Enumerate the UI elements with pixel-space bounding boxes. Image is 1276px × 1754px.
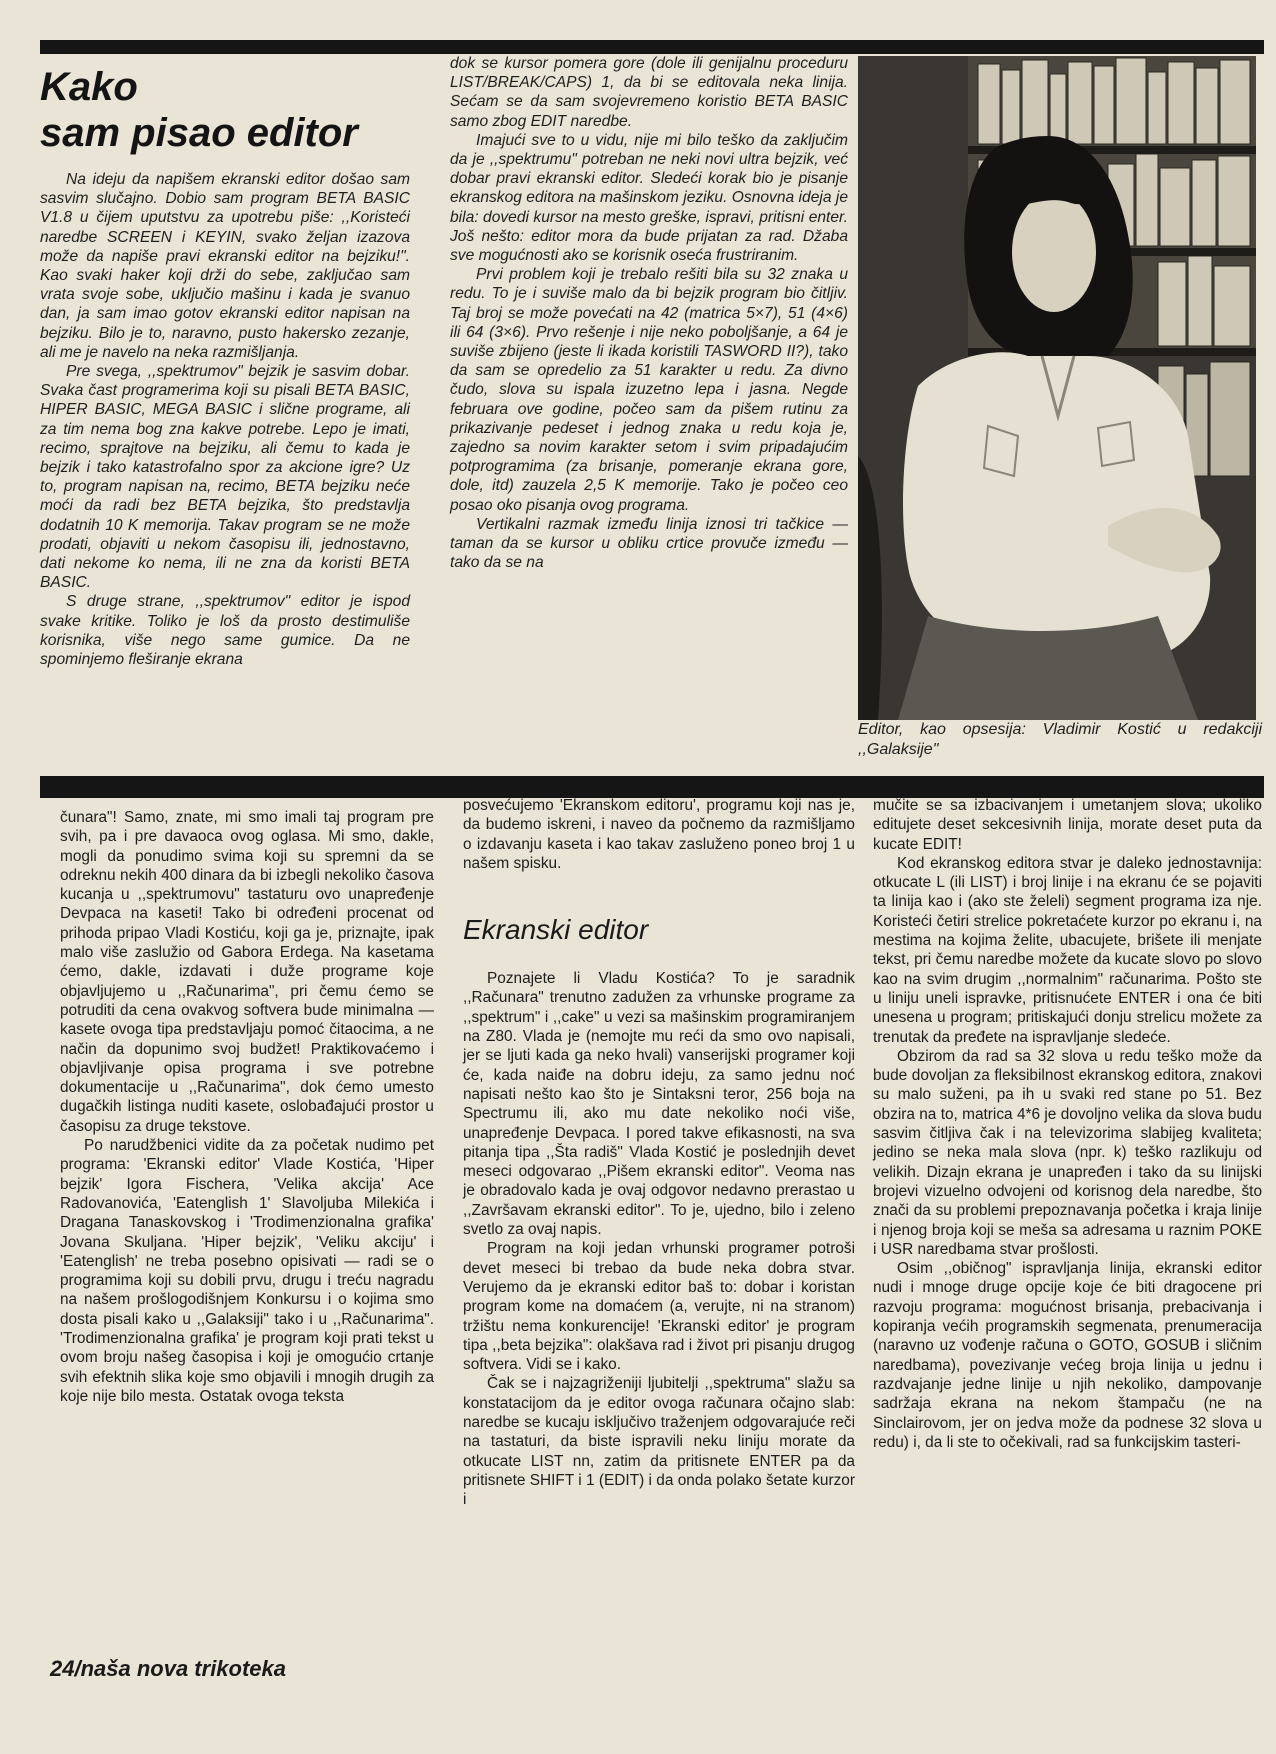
title-line-2: sam pisao editor [40, 111, 358, 155]
paragraph: mučite se sa izbacivanjem i umetanjem slova; ukoliko editujete deset sekcesivnih linija, morate deset puta da kucate EDIT! [873, 797, 1262, 853]
top-rule [40, 40, 1264, 54]
paragraph: Obzirom da rad sa 32 slova u redu teško može da bude dovoljan za fleksibilnost ekranskog editora, znakovi su malo suženi, pa ih u svaki red stane po 51. Bez obzira na to, matrica 4*6 je dovoljno velika da slova budu sasvim čitljiva čak i na televizorima slabijeg kvaliteta; jedino se neka mala slova (npr. k) teško razlikuju od velikih. Dizajn ekrana je unapređen i tako da su linijski brojevi vizuelno odvojeni od korisnog dela naredbe, što znači da su problemi prepoznavanja početka i kraja linije i njenog broja koji se meša sa adresama u raznim POKE i USR naredbama stvar prošlosti. [873, 1047, 1262, 1258]
intro-column-a [40, 170, 410, 669]
paragraph: Osim ,,običnog" ispravljanja linija, ekranski editor nudi i mnoge druge opcije koje će biti dragocene pri razvoju programa: mogućnost brisanja, prebacivanja i kopiranja većih programskih segmenata, prenumeracija (naravno uz vođenje računa o GOTO, GOSUB i sličnim naredbama), povezivanje većeg broja linija u jednu i razdvajanje jedne linije u njih nekoliko, dampovanje sadržaja ekrana na nekom štampaču (ne na Sinclairovom, jer on jedva može da podnese 32 slova u redu) i, da li ste to očekivali, rad sa funkcijskim tasteri- [873, 1260, 1262, 1451]
paragraph: Prvi problem koji je trebalo rešiti bila su 32 znaka u redu. To je i suviše malo da bi bejzik program bio čitljiv. Taj broj se može povećati na 42 (matrica 5×7), 51 (4×6) ili 64 (3×6). Prvo rešenje i nije neko poboljšanje, a 64 je suviše zbijeno (jeste li ikada koristili TASWORD II?), tako da sam se opredelio za 51 karakter u redu. Za divno čudo, slova su ispala izuzetno lepa i jasna. Negde februara ove godine, počeo sam da pišem rutinu za prikazivanje pedeset i jednog znaka u redu koja je, zajedno sa novim karakter setom i svim pripadajućim potprogramima (za brisanje, pomeranje ekrana gore, dole, itd) zauzela 2,5 K memorije. Tako je počeo ceo posao oko pisanja ovog programa. [450, 266, 848, 514]
paragraph: Pre svega, ,,spektrumov" bejzik je sasvim dobar. Svaka čast programerima koji su pisali BETA BASIC, HIPER BASIC, MEGA BASIC i slične programe, ali za tim nema bog zna kakve potrebe. Lepo je imati, recimo, sprajtove na bejziku, ali čemu to kada je bejzik i tako katastrofalno spor za akcione igre? Uz to, program napisan na, recimo, BETA bejziku neće moći da radi bez BETA bejzika, što predstavlja dodatnih 10 K memorija. Takav program se ne može prodati, objaviti u nekom časopisu ili, jednostavno, dati nekome ko nema, ili ne zna da koristi BETA BASIC. [40, 363, 410, 592]
paragraph: čunara"! Samo, znate, mi smo imali taj program pre svih, pa i pre davaoca ovog oglasa. Mi smo, dakle, mogli da ponudimo svima koji su spremni da se odreknu nekih 400 dinara da bi izbegli nekoliko časova kucanja u ,,spektrumovu" tastaturu ovo unapređenje Devpaca na kaseti! Tako bi određeni procenat od prihoda pripao Vladi Kostiću, koji ga je, priznajte, ipak malo više zaslužio od Gabora Erdega. Na kasetama ćemo, dakle, izdavati i duže programe koje objavljujemo u ,,Računarima", pri čemu ćemo se potruditi da cena ovakvog softvera bude minimalna — kasete ovoga tipa predstavljaju pomoć čitaocima, a ne način da dopunimo svoj budžet! Praktikovaćemo i objavljivanje opisa programa i sve potrebne dokumentacije u ,,Računarima", dok ćemo umesto dugačkih listinga nuditi kasete, oslobađajući prostor u časopisu za druge tekstove. [60, 809, 434, 1135]
paragraph: Imajući sve to u vidu, nije mi bilo teško da zaključim da je ,,spektrumu" potreban ne neki novi ultra bejzik, već dobar pravi ekranski editor. Sledeći korak bio je pisanje ekranskog editora na mašinskom jeziku. Osnovna ideja je bila: dovedi kursor na mesto greške, ispravi, pritisni enter. Još nešto: editor mora da bude prijatan za rad. Džaba sve mogućnosti ako se korisnik oseća frustriranim. [450, 131, 848, 265]
paragraph: Na ideju da napišem ekranski editor došao sam sasvim slučajno. Dobio sam program BETA BASIC V1.8 u čijem uputstvu za upotrebu piše: ,,Koristeći naredbe SCREEN i KEYIN, svako željan izazova može da napiše pravi ekranski editor na bejziku!". Kao svaki haker koji drži do sebe, zaključao sam vrata svoje sobe, uključio mašinu i kada je svanuo dan, ja sam imao gotov ekranski editor napisan na bejziku. Bilo je to, naravno, pusto hakersko zezanje, ali me je navelo na neka razmišljanja. [40, 171, 410, 361]
body-column-1 [60, 808, 434, 1406]
paragraph: Kod ekranskog editora stvar je daleko jednostavnija: otkucate L (ili LIST) i broj linije i na ekranu će se pojaviti ta linija kao i (ako ste želeli) segment programa iza nje. Koristeći četiri strelice pokretaćete kurzor po ekranu i, na mestima na kojima želite, ubacujete, brišete ili menjate tekst, pri čemu naredbe možete da kucate slovo po slovo kao na svim drugim ,,normalnim" računarima. Pošto ste u liniju uneli ispravke, pritisnućete ENTER i ona će biti unesena u program; pritiskajući donju strelicu možete za trenutak da pređete na ispravljanje sledeće. [873, 854, 1262, 1046]
paragraph: Čak se i najzagriženiji ljubitelji ,,spektruma" slažu sa konstatacijom da je editor ovoga računara očajno slab: naredbe se kucaju isključivo traženjem odgovarajuće reči na tastaturi, da biste ispravili neku liniju morate da otkucate LIST nn, zatim da pritisnete ENTER pa da pritisnete SHIFT i 1 (EDIT) i da onda polako šetate kurzor i [463, 1375, 855, 1509]
author-photo [858, 56, 1256, 720]
paragraph: Vertikalni razmak između linija iznosi tri tačkice — taman da se kursor u obliku crtice provuče između — tako da se na [450, 515, 848, 572]
paragraph: Po narudžbenici vidite da za početak nudimo pet programa: 'Ekranski editor' Vlade Kostića, 'Hiper bejzik' Igora Fischera, 'Velika akcija' Ace Radovanovića, 'Eatenglish 1' Slavoljuba Milekića i Dragana Tanaskovskog i 'Trodimenzionalna grafika' Jovana Skuljana. 'Hiper bejzik', 'Veliku akciju' i 'Eatenglish' ne treba posebno opisivati — radi se o programima koji su dobili prvu, drugu i treću nagradu na našem prošlogodišnjem Konkursu i o kojima smo dosta pisali kako u ,,Galaksiji" tako i u ,,Računarima". 'Trodimenzionalna grafika' je program koji prati tekst u ovom broju našeg časopisa i koji je omogućio crtanje svih efektnih slika koje smo objavili i mnogih drugih za koje nije bilo mesta. Ostatak ovoga teksta [60, 1137, 434, 1405]
paragraph: S druge strane, ,,spektrumov" editor je ispod svake kritike. Toliko je loš da prosto destimuliše korisnika, više nego same gumice. Da ne spominjemo fleširanje ekrana [40, 593, 410, 669]
body-column-3 [873, 796, 1262, 1452]
section-divider [40, 776, 1264, 798]
body-column-2 [463, 796, 855, 1510]
article-title [40, 64, 420, 156]
photo-caption: Editor, kao opsesija: Vladimir Kostić u redakciji ,,Galaksije" [858, 721, 1262, 758]
author-photo-image [858, 56, 1256, 720]
intro-column-b [450, 54, 848, 572]
paragraph: Program na koji jedan vrhunski programer potroši devet meseci bi trebao da bude neka dobra stvar. Verujemo da je ekranski editor baš to: dobar i koristan program kome na domaćem (a, verujte, ni na stranom) tržištu nema konkurencije! 'Ekranski editor' je program tipa ,,beta bejzika": olakšava rad i život pri pisanju drugog softvera. Vidi se i kako. [463, 1240, 855, 1374]
paragraph: dok se kursor pomera gore (dole ili genijalnu proceduru LIST/BREAK/CAPS) 1, da bi se editovala neka linija. Sećam se da sam svojevremeno koristio BETA BASIC samo zbog EDIT naredbe. [450, 55, 848, 130]
title-line-1: Kako [40, 65, 138, 109]
page-folio: 24/naša nova trikoteka [50, 1656, 287, 1681]
paragraph: posvećujemo 'Ekranskom editoru', programu koji nas je, da budemo iskreni, i naveo da počnemo da razmišljamo o izdavanju kaseta i kao takav zasluženo poneo broj 1 u našem spisku. [463, 797, 855, 872]
paragraph: Poznajete li Vladu Kostića? To je saradnik ,,Računara" trenutno zadužen za vrhunske programe za ,,spektrum" i ,,cake" u vezi sa mašinskim programiranjem na Z80. Vlada je (nemojte mu reći da smo ovo napisali, jer se ljuti kada ga neko hvali) vanserijski programer koji će, kada naiđe na dobru ideju, za samo jednu noć napisati nešto kao što je Sintaksni teror, 256 boja na Spectrumu ili, ako mu date nekoliko noći više, unapređenje Devpaca. I pored takve efikasnosti, na sva pitanja tipa ,,Šta radiš" Vlada Kostić je poslednjih devet meseci odgovarao ,,Pišem ekranski editor". Veoma nas je obradovalo kada je ovaj odgovor nedavno prerastao u ,,Završavam ekranski editor". To je, ujedno, bilo i zeleno svetlo za ovaj napis. [463, 970, 855, 1239]
section-heading: Ekranski editor [463, 914, 649, 946]
